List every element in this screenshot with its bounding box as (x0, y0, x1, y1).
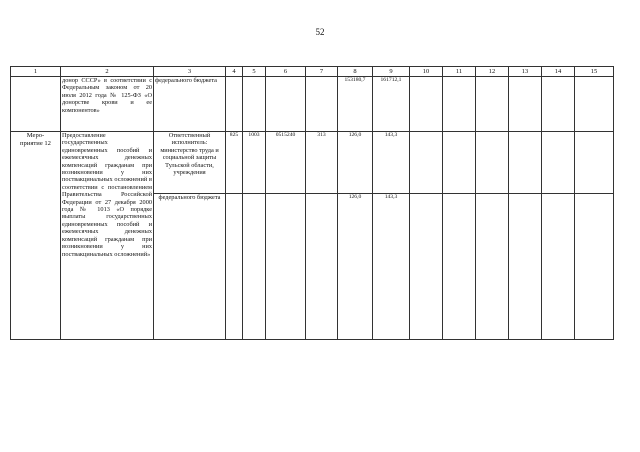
header-cell: 10 (410, 67, 443, 77)
header-row (11, 67, 614, 77)
header-cell: 7 (306, 67, 338, 77)
code-col5: 1003 (243, 132, 266, 194)
measure-description-cell: Предоставление государственных единовременных пособий и ежемесячных денежных компенсаций гражданам при возникновении у них поствакцинальных осложнений в соответствии с постановлением Правительства Российской Федерации от 27 декабря 2000 года № 1013 «О порядке выплаты государственных единовременных пособий и ежемесячных денежных компенсаций гражданам при возникновении у них поствакцинальных осложнений» (61, 132, 154, 340)
header-cell: 3 (154, 67, 226, 77)
header-cell: 5 (243, 67, 266, 77)
value-col8: 153180,7 (338, 77, 373, 132)
source-cell: федерального бюджета (154, 194, 226, 340)
value-col9: 143,3 (373, 194, 410, 340)
header-cell: 6 (266, 67, 306, 77)
code-col6: 0515240 (266, 132, 306, 194)
header-cell: 15 (575, 67, 614, 77)
header-cell: 13 (509, 67, 542, 77)
page-number: 52 (315, 27, 325, 37)
description-cell: донор СССР» в соответствии с Федеральным законом от 20 июля 2012 года № 125-ФЗ «О донорстве крови и ее компонентов» (61, 77, 154, 132)
header-cell: 2 (61, 67, 154, 77)
header-cell: 4 (226, 67, 243, 77)
header-cell: 14 (542, 67, 575, 77)
header-cell: 9 (373, 67, 410, 77)
table-row-previous (11, 77, 614, 132)
header-cell: 11 (443, 67, 476, 77)
value-col8: 126,0 (338, 132, 373, 194)
header-cell: 8 (338, 67, 373, 77)
budget-table (10, 66, 614, 340)
table-row-measure-executor (11, 132, 614, 194)
source-cell: федерального бюджета (154, 77, 226, 132)
header-cell: 12 (476, 67, 509, 77)
measure-name-line2: приятие 12 (20, 140, 51, 147)
code-col4: 825 (226, 132, 243, 194)
code-col7: 313 (306, 132, 338, 194)
executor-cell: Ответственный исполнитель: министерство труда и социальной защиты Тульской области, учреждения (154, 132, 226, 194)
value-col9: 161712,1 (373, 77, 410, 132)
value-col8: 126,0 (338, 194, 373, 340)
value-col9: 143,3 (373, 132, 410, 194)
measure-name-line1: Меро- (26, 132, 45, 139)
header-cell: 1 (11, 67, 61, 77)
measure-name-cell (11, 132, 61, 340)
name-cell-empty (11, 77, 61, 132)
